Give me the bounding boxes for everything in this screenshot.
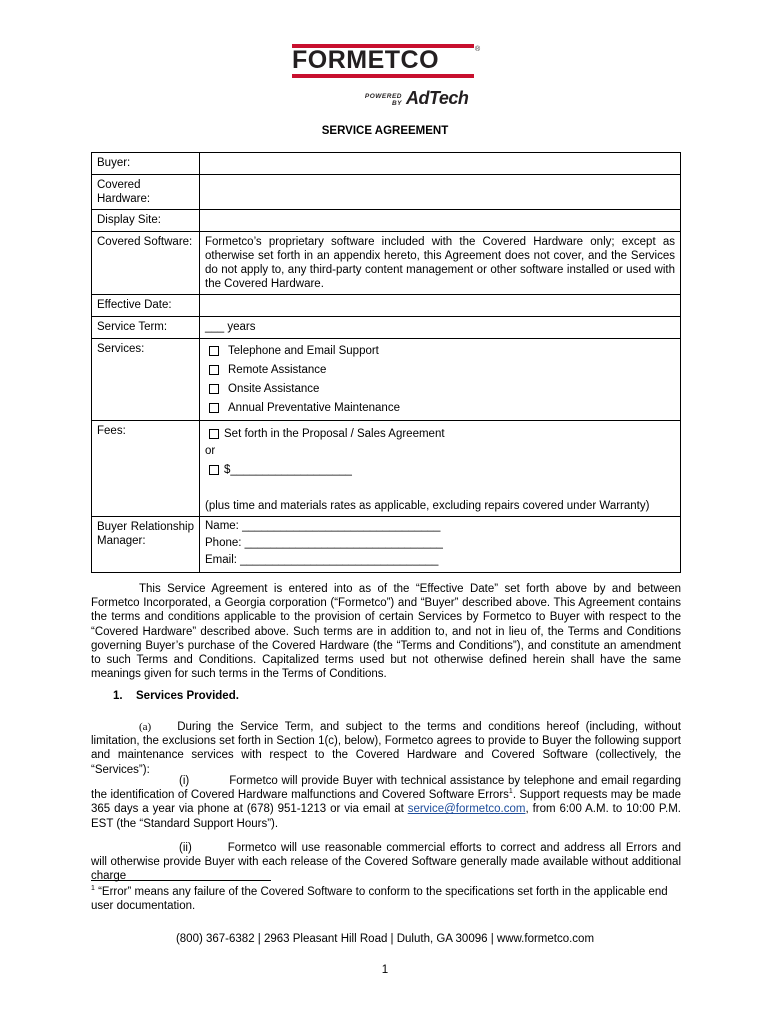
checkbox-icon[interactable] — [209, 384, 219, 394]
brm-email-field[interactable]: Email: _______________________________ — [205, 554, 439, 566]
page-number: 1 — [381, 964, 389, 976]
clause-text: . Support requests may be made 365 days a year via phone at (678) 951-1213 or via email at — [91, 789, 681, 816]
service-option-label: Annual Preventative Maintenance — [228, 401, 400, 414]
powered-by-adtech — [360, 90, 480, 110]
agreement-info-table — [91, 152, 681, 573]
effective-date-label: Effective Date: — [92, 295, 200, 317]
table-row-effective-date — [92, 295, 681, 317]
table-row-covered-software — [92, 232, 681, 295]
covered-software-text: Formetco’s proprietary software included with the Covered Hardware only; except as otherwise set forth in an appendix hereto, this Agreement does not cover, and the Services do not apply to, any third-party content management or other software installed or used with the Covered Hardware. — [200, 232, 681, 295]
fees-option-label: Set forth in the Proposal / Sales Agreement — [224, 427, 445, 440]
service-option-label: Telephone and Email Support — [228, 344, 379, 357]
table-row-fees — [92, 421, 681, 517]
section-number: 1. — [113, 690, 123, 702]
service-option-label: Onsite Assistance — [228, 382, 320, 395]
table-row-covered-hardware — [92, 175, 681, 210]
table-row-buyer — [92, 153, 681, 175]
service-option-maintenance[interactable] — [205, 398, 675, 417]
table-row-services — [92, 339, 681, 421]
relationship-manager-label: Buyer Relationship Manager: — [92, 517, 200, 573]
table-row-service-term — [92, 317, 681, 339]
fees-label: Fees: — [92, 421, 200, 517]
section-1a-ii-paragraph — [91, 841, 681, 884]
footnote-marker: 1 — [91, 885, 95, 893]
service-option-label: Remote Assistance — [228, 363, 327, 376]
service-term-value[interactable]: ___ years — [200, 317, 681, 339]
registered-mark: ® — [475, 46, 481, 53]
effective-date-field[interactable] — [200, 295, 681, 317]
service-option-onsite[interactable] — [205, 379, 675, 398]
clause-text: During the Service Term, and subject to the terms and conditions hereof (including, without limitation, the exclusions set forth in Section 1(c), below), Formetco agrees to provide to Buyer the following support and maintenance services with respect to the Covered Hardware and Covered Software (collectively, the “Services”): — [91, 721, 681, 776]
buyer-label: Buyer: — [92, 153, 200, 175]
formetco-logo — [292, 44, 482, 110]
covered-hardware-label: Covered Hardware: — [92, 175, 200, 210]
covered-hardware-field[interactable] — [200, 175, 681, 210]
buyer-field[interactable] — [200, 153, 681, 175]
display-site-label: Display Site: — [92, 210, 200, 232]
fees-amount-field[interactable]: $___________________ — [224, 463, 352, 476]
fees-note: (plus time and materials rates as applicable, excluding repairs covered under Warranty) — [205, 500, 650, 512]
clause-marker: (ii) — [179, 842, 192, 854]
section-title: Services Provided. — [136, 690, 239, 702]
service-option-remote[interactable] — [205, 360, 675, 379]
checkbox-icon[interactable] — [209, 346, 219, 356]
checkbox-icon[interactable] — [209, 365, 219, 375]
fees-option-amount[interactable] — [205, 460, 675, 479]
service-option-telephone[interactable] — [205, 341, 675, 360]
footnote-divider — [91, 880, 271, 881]
adtech-logo: AdTech — [406, 88, 469, 108]
intro-paragraph: This Service Agreement is entered into as of the “Effective Date” set forth above by and between Formetco Incorporated, a Georgia corporation (“Formetco”) and “Buyer” described above. This Agreement contains the terms and conditions applicable to the provision of certain Services by Formetco to Buyer with respect to the “Covered Hardware” described above. Such terms are in addition to, and not in lieu of, the Terms and Conditions governing Buyer’s purchase of the Covered Hardware (the “Terms and Conditions”), and constitute an amendment to such Terms and Conditions. Capitalized terms used but not otherwise defined herein shall have the same meanings given for such terms in the Terms of Conditions. — [91, 583, 681, 681]
logo-bottom-stripe — [292, 74, 474, 78]
clause-marker: (i) — [179, 775, 190, 787]
fees-or: or — [205, 445, 216, 457]
page-title: SERVICE AGREEMENT — [321, 125, 449, 137]
footnote — [91, 885, 681, 913]
section-1a-i-paragraph — [91, 774, 681, 831]
service-term-label: Service Term: — [92, 317, 200, 339]
services-options — [200, 339, 681, 421]
checkbox-icon[interactable] — [209, 429, 219, 439]
clause-text: Formetco will provide Buyer with technical assistance by telephone and email regarding the identification of Covered Hardware malfunctions and Covered Software Errors — [91, 775, 681, 802]
logo-wordmark: FORMETCO — [292, 46, 440, 74]
clause-text: , from 6:00 A.M. to 10:00 P.M. EST (the “Standard Support Hours”). — [91, 803, 681, 830]
clause-marker: (a) — [139, 721, 152, 733]
section-1a-paragraph — [91, 720, 681, 777]
relationship-manager-fields — [200, 517, 681, 573]
footnote-reference[interactable]: 1 — [508, 788, 513, 796]
brm-phone-field[interactable]: Phone: _______________________________ — [205, 537, 443, 549]
display-site-field[interactable] — [200, 210, 681, 232]
footnote-text: “Error” means any failure of the Covered Software to conform to the specifications set forth in the applicable end user documentation. — [91, 886, 668, 913]
services-label: Services: — [92, 339, 200, 421]
brm-name-field[interactable]: Name: _______________________________ — [205, 520, 441, 532]
powered-by-label: POWERED BY — [364, 93, 402, 107]
clause-text: Formetco will use reasonable commercial efforts to correct and address all Errors and will otherwise provide Buyer with each release of the Covered Software generally made available without additional charge — [91, 842, 681, 883]
fees-options — [200, 421, 681, 517]
checkbox-icon[interactable] — [209, 403, 219, 413]
checkbox-icon[interactable] — [209, 465, 219, 475]
table-row-display-site — [92, 210, 681, 232]
fees-option-proposal[interactable] — [205, 424, 675, 443]
table-row-relationship-manager — [92, 517, 681, 573]
section-1-heading — [113, 690, 239, 702]
support-email-link[interactable]: service@formetco.com — [407, 803, 526, 816]
covered-software-label: Covered Software: — [92, 232, 200, 295]
page-footer: (800) 367-6382 | 2963 Pleasant Hill Road | Duluth, GA 30096 | www.formetco.com — [175, 933, 595, 945]
